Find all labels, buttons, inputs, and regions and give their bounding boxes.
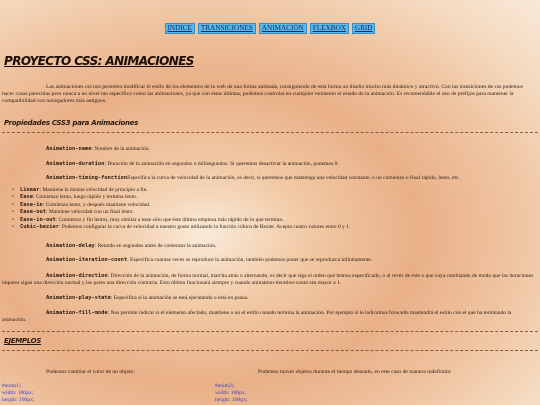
example-left-code <box>2 383 34 405</box>
prop-description: : Especifica si la animación se está ejecutando o está en pausa. <box>110 295 249 301</box>
list-keyword: Ease-in <box>20 201 43 208</box>
list-description: : Podemos configurar la curva de velocidad a nuestro gusto utilizando la función cúbica de Bezier. Acepta cuatro valores entre 0 y 1. <box>58 224 351 231</box>
example-right-code <box>215 383 247 405</box>
prop-keyword: Animation-delay <box>46 243 95 249</box>
code-line: #anim2{ <box>215 383 235 389</box>
prop-animation-delay <box>2 243 536 250</box>
prop-keyword: Animation-duration <box>46 161 105 167</box>
prop-keyword: Animation-direction <box>46 273 108 279</box>
divider <box>2 132 538 133</box>
prop-keyword: Animation-name <box>46 146 92 152</box>
section-title-examples: EJEMPLOS <box>4 337 42 345</box>
list-keyword: Ease-out <box>20 209 46 216</box>
prop-keyword: Animation-play-state <box>46 295 111 301</box>
list-description: : Comienzo lento, luego rápido y termina lento. <box>32 194 138 201</box>
prop-description: : Dirección de la animación, de forma normal, marcha atrás o alternando, es decir que siga el orden que hemos especificado, o al revés de éste o que vaya cambiando de modo que las iteraciones impares sigan una dirección normal y las pares una dirección contraria. Esto último funcionará siempre y cuando animation-iteration-count sea mayor a 1. <box>2 273 534 286</box>
prop-animation-iteration-count <box>2 257 536 264</box>
nav-link-transiciones[interactable]: TRANSICIONES <box>198 23 256 34</box>
prop-animation-name <box>2 146 536 153</box>
list-description: : Comienzo y fin lentos, muy similar a ease sólo que éste último empieza más rápido de lo que termina. <box>55 216 284 223</box>
list-item <box>12 194 350 201</box>
list-keyword: Ease <box>20 194 33 201</box>
list-description: : Comienza lento, y después mantiene velocidad. <box>42 201 151 208</box>
nav-link-indice[interactable]: INDICE <box>165 23 195 34</box>
list-item <box>12 209 350 216</box>
list-keyword: Cubic-bezier <box>20 224 59 231</box>
prop-description: : Nombre de la animación. <box>91 146 150 152</box>
page-title: PROYECTO CSS: ANIMACIONES <box>4 54 194 68</box>
example-left-description: Podemos cambiar el color de un objeto: <box>46 369 135 375</box>
nav-link-flexbox[interactable]: FLEXBOX <box>310 23 349 34</box>
code-line: width: 100px; <box>215 390 247 397</box>
code-line: height: 100px; <box>215 397 248 404</box>
intro-paragraph: Las animaciones css nos permiten modificar el estilo de los elementos de la web de una forma animada, consiguiendo de esta forma un diseño mucho más dinámico y atractivo. Con las transiciones de css podemos hacer cosas parecidas pero nunca a un nivel tan específico como las animaciones, ya que con éstas últimas, podemos controlar en cualquier momento el estado de la animación. Es recomendable el uso de prefijos para mantener la compatibilidad con navegadores más antiguos. <box>2 84 523 104</box>
prop-description: Especifica la curva de velocidad de la animación, es decir, si queremos que mantenga una velocidad constante, o un comienzo o final rápido, lento, etc. <box>127 175 460 181</box>
timing-values-list <box>12 187 350 232</box>
nav-link-animacion[interactable]: ANIMACIÓN <box>259 23 307 34</box>
list-description: : Mantiene la misma velocidad de principio a fin. <box>39 187 148 193</box>
list-keyword: Ease-in-out <box>20 216 56 223</box>
code-line: #anim1{ <box>2 383 22 389</box>
example-right-description: Podemos mover objetos durante el tiempo deseado, en este caso de manera indefinida: <box>258 369 452 375</box>
prop-animation-play-state <box>2 295 536 302</box>
prop-animation-timing-function <box>2 175 536 182</box>
prop-animation-fill-mode <box>2 310 536 323</box>
prop-animation-direction <box>2 273 536 286</box>
section-title-properties: Propiedades CSS3 para Animaciones <box>4 119 138 127</box>
list-description: : Mantiene velocidad con un final lento. <box>45 209 134 216</box>
divider <box>2 331 538 332</box>
list-item <box>12 224 350 231</box>
prop-animation-duration <box>2 161 536 168</box>
code-line: width: 100px; <box>2 390 34 397</box>
prop-keyword: Animation-fill-mode <box>46 310 108 316</box>
prop-keyword: Animation-timing-function <box>46 175 128 181</box>
nav-link-grid[interactable]: GRID <box>352 23 376 34</box>
list-item <box>12 187 350 194</box>
prop-keyword: Animation-iteration-count <box>46 257 128 263</box>
prop-description: : Retardo en segundos antes de comenzar la animación. <box>94 243 217 249</box>
list-keyword: Linear <box>20 187 40 193</box>
code-line: height: 100px; <box>2 397 35 404</box>
prop-description: : Nos permite indicar si el elemento afectado, mantiene o no el estilo cuando termina la animación. Por ejemplo si le indicamos forwards mantendrá el estilo con el que ha terminado la animación. <box>2 310 512 323</box>
top-nav <box>0 23 540 34</box>
prop-description: : Duración de la animación en segundos o milisegundos. Si queremos desactivar la animación, ponemos 0. <box>104 161 339 167</box>
prop-description: : Especifica cuantas veces se reproduce la animación, también podemos poner que se reproduzca infinitamente. <box>127 257 373 263</box>
divider <box>2 350 538 351</box>
